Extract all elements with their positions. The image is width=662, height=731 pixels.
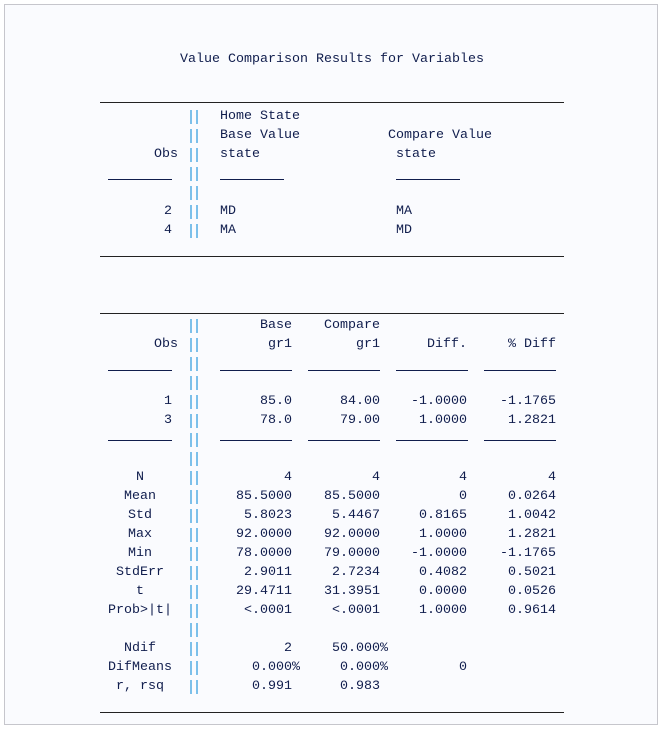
column-divider-bar: [190, 224, 198, 238]
stat-base-value: 5.8023: [244, 508, 292, 523]
stat-pct-diff-value: 0.9614: [508, 603, 556, 618]
pct-diff-header: % Diff: [508, 337, 556, 352]
compare-variable-name: gr1: [356, 337, 380, 352]
diff-value: -1.0000: [411, 394, 467, 409]
base-variable-name: state: [220, 147, 260, 162]
column-underline: [484, 370, 556, 371]
stat-diff-value: 1.0000: [419, 527, 467, 542]
column-underline: [108, 370, 172, 371]
stat-pct-diff-value: 1.0042: [508, 508, 556, 523]
stat-base-value: 92.0000: [236, 527, 292, 542]
column-divider-bar: [190, 452, 198, 466]
stat-label: Min: [128, 546, 152, 561]
column-divider-bar: [190, 357, 198, 371]
summary-label: DifMeans: [108, 660, 172, 675]
stat-label: t: [136, 584, 144, 599]
stat-diff-value: 1.0000: [419, 603, 467, 618]
column-underline: [484, 440, 556, 441]
stat-pct-diff-value: 0.0264: [508, 489, 556, 504]
column-underline: [396, 179, 460, 180]
separator-rule: [100, 256, 564, 257]
stat-pct-diff-value: 4: [548, 470, 556, 485]
stat-diff-value: 0.4082: [419, 565, 467, 580]
compare-value: 84.00: [340, 394, 380, 409]
compare-value-header: Compare Value: [388, 128, 492, 143]
column-underline: [396, 440, 468, 441]
obs-header: Obs: [154, 147, 178, 162]
obs-value: 2: [164, 204, 172, 219]
summary-base-value: 2: [284, 641, 292, 656]
base-header: Base: [260, 318, 292, 333]
stat-diff-value: 0.8165: [419, 508, 467, 523]
column-divider-bar: [190, 433, 198, 447]
obs-header: Obs: [154, 337, 178, 352]
report-title: Value Comparison Results for Variables: [180, 52, 484, 67]
column-divider-bar: [190, 186, 198, 200]
stat-pct-diff-value: 0.0526: [508, 584, 556, 599]
summary-compare-value: 50.000%: [332, 641, 388, 656]
summary-base-value: 0.991: [252, 679, 292, 694]
summary-compare-value: 0.983: [340, 679, 380, 694]
base-value: 78.0: [260, 413, 292, 428]
stat-diff-value: 0: [459, 489, 467, 504]
column-underline: [220, 370, 292, 371]
base-variable-name: gr1: [268, 337, 292, 352]
stat-diff-value: 4: [459, 470, 467, 485]
column-divider-bar: [190, 148, 198, 162]
stat-label: Max: [128, 527, 152, 542]
column-divider-bar: [190, 376, 198, 390]
stat-compare-value: 5.4467: [332, 508, 380, 523]
separator-rule: [100, 102, 564, 103]
column-underline: [220, 179, 284, 180]
stat-diff-value: 0.0000: [419, 584, 467, 599]
pct-diff-value: -1.1765: [500, 394, 556, 409]
summary-diff-value: 0: [459, 660, 467, 675]
stat-base-value: 85.5000: [236, 489, 292, 504]
diff-value: 1.0000: [419, 413, 467, 428]
base-value: 85.0: [260, 394, 292, 409]
stat-base-value: 2.9011: [244, 565, 292, 580]
column-divider-bar: [190, 167, 198, 181]
summary-compare-value: 0.000%: [340, 660, 388, 675]
stat-diff-value: -1.0000: [411, 546, 467, 561]
stat-label: N: [136, 470, 144, 485]
stat-label: Prob>|t|: [108, 603, 172, 618]
summary-label: r, rsq: [116, 679, 164, 694]
column-underline: [108, 440, 172, 441]
stat-pct-diff-value: 1.2821: [508, 527, 556, 542]
compare-value: MD: [396, 223, 412, 238]
compare-header: Compare: [324, 318, 380, 333]
variable-label: Home State: [220, 109, 300, 124]
compare-value: MA: [396, 204, 412, 219]
stat-compare-value: 92.0000: [324, 527, 380, 542]
pct-diff-value: 1.2821: [508, 413, 556, 428]
stat-pct-diff-value: -1.1765: [500, 546, 556, 561]
summary-base-value: 0.000%: [252, 660, 300, 675]
base-value: MA: [220, 223, 236, 238]
compare-value: 79.00: [340, 413, 380, 428]
column-divider-bar: [190, 129, 198, 143]
column-divider-bar: [190, 110, 198, 124]
stat-label: Mean: [124, 489, 156, 504]
summary-label: Ndif: [124, 641, 156, 656]
compare-variable-name: state: [396, 147, 436, 162]
obs-value: 1: [164, 394, 172, 409]
stat-base-value: 29.4711: [236, 584, 292, 599]
column-underline: [108, 179, 172, 180]
column-divider-bar: [190, 623, 198, 637]
stat-compare-value: 85.5000: [324, 489, 380, 504]
column-underline: [308, 440, 380, 441]
stat-compare-value: 2.7234: [332, 565, 380, 580]
separator-rule: [100, 712, 564, 713]
diff-header: Diff.: [427, 337, 467, 352]
stat-base-value: <.0001: [244, 603, 292, 618]
base-value-header: Base Value: [220, 128, 300, 143]
stat-label: Std: [128, 508, 152, 523]
stat-compare-value: <.0001: [332, 603, 380, 618]
column-underline: [396, 370, 468, 371]
column-divider-bar: [190, 205, 198, 219]
stat-pct-diff-value: 0.5021: [508, 565, 556, 580]
column-underline: [220, 440, 292, 441]
stat-base-value: 78.0000: [236, 546, 292, 561]
base-value: MD: [220, 204, 236, 219]
stat-compare-value: 31.3951: [324, 584, 380, 599]
column-underline: [308, 370, 380, 371]
separator-rule: [100, 313, 564, 314]
stat-base-value: 4: [284, 470, 292, 485]
obs-value: 3: [164, 413, 172, 428]
stat-compare-value: 79.0000: [324, 546, 380, 561]
obs-value: 4: [164, 223, 172, 238]
stat-compare-value: 4: [372, 470, 380, 485]
stat-label: StdErr: [116, 565, 164, 580]
